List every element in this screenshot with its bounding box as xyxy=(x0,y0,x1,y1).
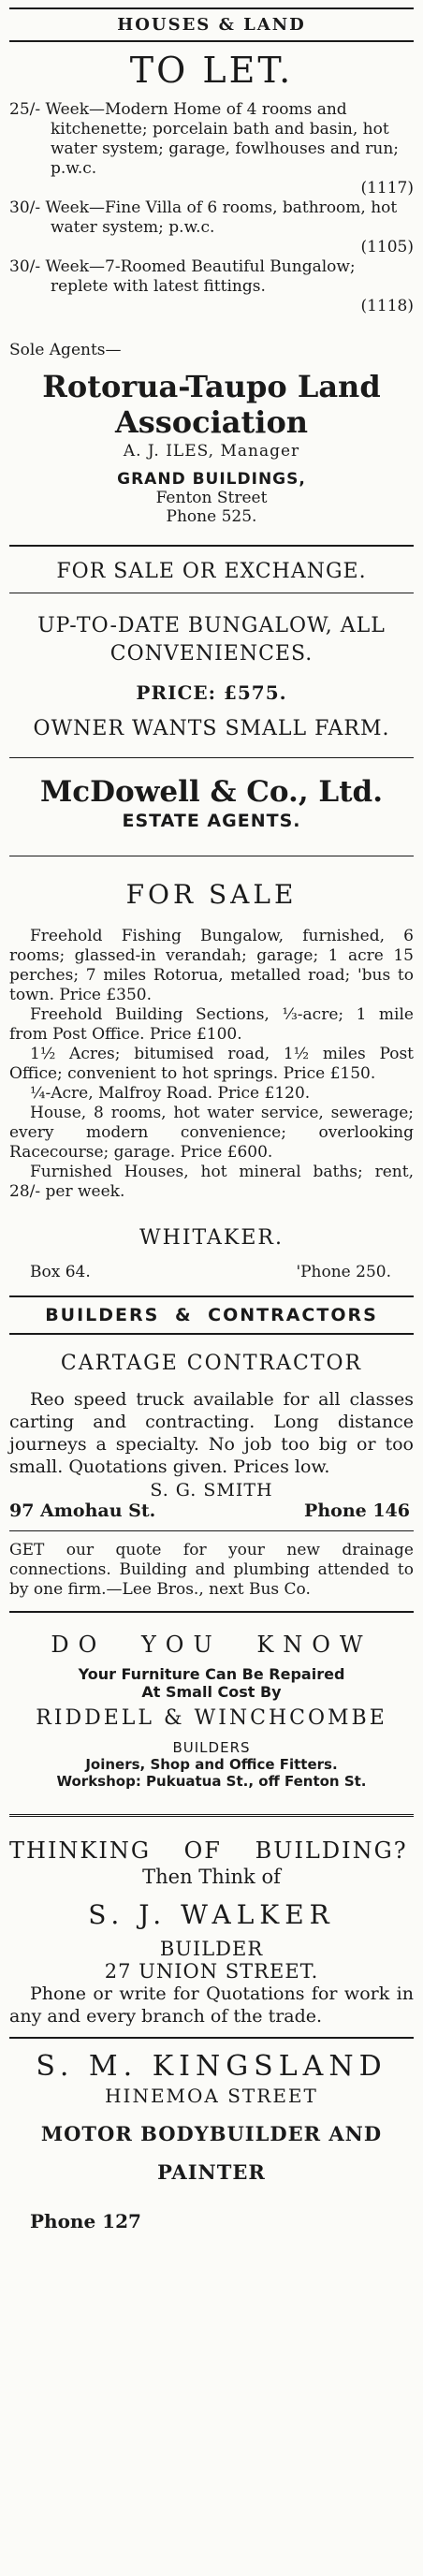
whitaker-contact xyxy=(9,1263,414,1282)
phone-line: Phone 525. xyxy=(166,507,257,526)
do-you-know-title: DO YOU KNOW xyxy=(51,1632,372,1658)
dyk-line4: Workshop: Pukuatua St., off Fenton St. xyxy=(56,1773,367,1790)
address-line1: GRAND BUILDINGS, xyxy=(117,470,306,489)
thinking-then: Then Think of xyxy=(142,1866,281,1888)
cartage-phone: Phone 146 xyxy=(304,1500,410,1521)
estate-agents-label: ESTATE AGENTS. xyxy=(122,811,301,831)
sale-item: Freehold Building Sections, ⅓-acre; 1 mile from Post Office. Price £100. xyxy=(9,1005,414,1044)
listing-item: 25/- Week—Modern Home of 4 rooms and kitchenette; porcelain bath and basin, hot water system; garage, fowlhouses and run; p.w.c. (1117) xyxy=(9,100,414,198)
cartage-title: CARTAGE CONTRACTOR xyxy=(60,1352,363,1375)
dyk-line3: Joiners, Shop and Office Fitters. xyxy=(85,1756,338,1773)
thinking-title: THINKING OF BUILDING? xyxy=(9,1837,408,1864)
exchange-line2: CONVENIENCES. xyxy=(109,642,314,666)
kingsland-street: HINEMOA STREET xyxy=(105,2085,318,2107)
sale-item: 1½ Acres; bitumised road, 1½ miles Post Office; convenient to hot springs. Price £150. xyxy=(9,1045,414,1083)
listing-ref: (1105) xyxy=(360,238,414,256)
riddell-winchcombe: RIDDELL & WINCHCOMBE xyxy=(36,1706,387,1730)
listing-ref: (1118) xyxy=(360,297,414,315)
for-sale-header: FOR SALE xyxy=(125,879,298,910)
builders-header: BUILDERS & CONTRACTORS xyxy=(45,1305,378,1325)
walker-address: 27 UNION STREET. xyxy=(104,1960,319,1983)
dyk-line1: Your Furniture Can Be Repaired xyxy=(78,1665,345,1683)
listing-item: 30/- Week—Fine Villa of 6 rooms, bathroom, hot water system; p.w.c. (1105) xyxy=(9,198,414,256)
cartage-name: S. G. SMITH xyxy=(150,1480,273,1500)
kingsland-phone: Phone 127 xyxy=(30,2210,141,2232)
address-line2: Fenton Street xyxy=(155,489,268,507)
sale-item: Freehold Fishing Bungalow, furnished, 6 rooms; glassed-in verandah; garage; 1 acre 15 perches; 7 miles Rotorua, metalled road; 'bus to town. Price £350. xyxy=(9,927,414,1004)
exchange-owner: OWNER WANTS SMALL FARM. xyxy=(33,717,390,740)
to-let-title: TO LET. xyxy=(129,50,294,91)
for-sale-listings xyxy=(9,927,414,1202)
sale-item: House, 8 rooms, hot water service, sewerage; every modern convenience; overlooking Racecourse; garage. Price £600. xyxy=(9,1104,414,1162)
sale-item: ¼-Acre, Malfroy Road. Price £120. xyxy=(30,1084,311,1103)
walker-body: Phone or write for Quotations for work in any and every branch of the trade. xyxy=(9,1983,414,2027)
walker-trade: BUILDER xyxy=(159,1938,264,1960)
dyk-line2: At Small Cost By xyxy=(141,1683,282,1701)
whitaker-agent: WHITAKER. xyxy=(139,1226,284,1250)
cartage-address: 97 Amohau St. xyxy=(9,1500,156,1521)
to-let-listings xyxy=(9,100,414,316)
manager-line: A. J. ILES, Manager xyxy=(123,442,300,461)
cartage-contact xyxy=(9,1500,414,1521)
kingsland-line1: MOTOR BODYBUILDER AND xyxy=(40,2122,383,2145)
association-name-line1: Rotorua-Taupo Land xyxy=(42,369,381,404)
kingsland-line2: PAINTER xyxy=(157,2160,266,2184)
listing-ref: (1117) xyxy=(360,179,414,198)
exchange-price: PRICE: £575. xyxy=(136,681,287,704)
mcdowell-company: McDowell & Co., Ltd. xyxy=(39,775,384,809)
whitaker-phone: 'Phone 250. xyxy=(296,1263,391,1281)
listing-item: 30/- Week—7-Roomed Beautiful Bungalow; replete with latest fittings. (1118) xyxy=(9,257,414,315)
whitaker-box: Box 64. xyxy=(30,1263,91,1281)
cartage-body: Reo speed truck available for all classes carting and contracting. Long distance journeys a specialty. No job too big or too small. Quotations given. Prices low. xyxy=(9,1389,414,1477)
dyk-trade: BUILDERS xyxy=(172,1739,251,1756)
sale-item: Furnished Houses, hot mineral baths; rent, 28/- per week. xyxy=(9,1163,414,1201)
exchange-header: FOR SALE OR EXCHANGE. xyxy=(56,560,367,583)
houses-land-header: HOUSES & LAND xyxy=(117,15,306,35)
drainage-ad: GET our quote for your new drainage connections. Building and plumbing attended to by one firm.—Lee Bros., next Bus Co. xyxy=(9,1541,414,1599)
exchange-line1: UP-TO-DATE BUNGALOW, ALL xyxy=(37,614,386,637)
walker-name: S. J. WALKER xyxy=(88,1899,335,1930)
association-name-line2: Association xyxy=(114,404,309,440)
sole-agents-label: Sole Agents— xyxy=(9,341,122,359)
kingsland-name: S. M. KINGSLAND xyxy=(36,2050,387,2083)
